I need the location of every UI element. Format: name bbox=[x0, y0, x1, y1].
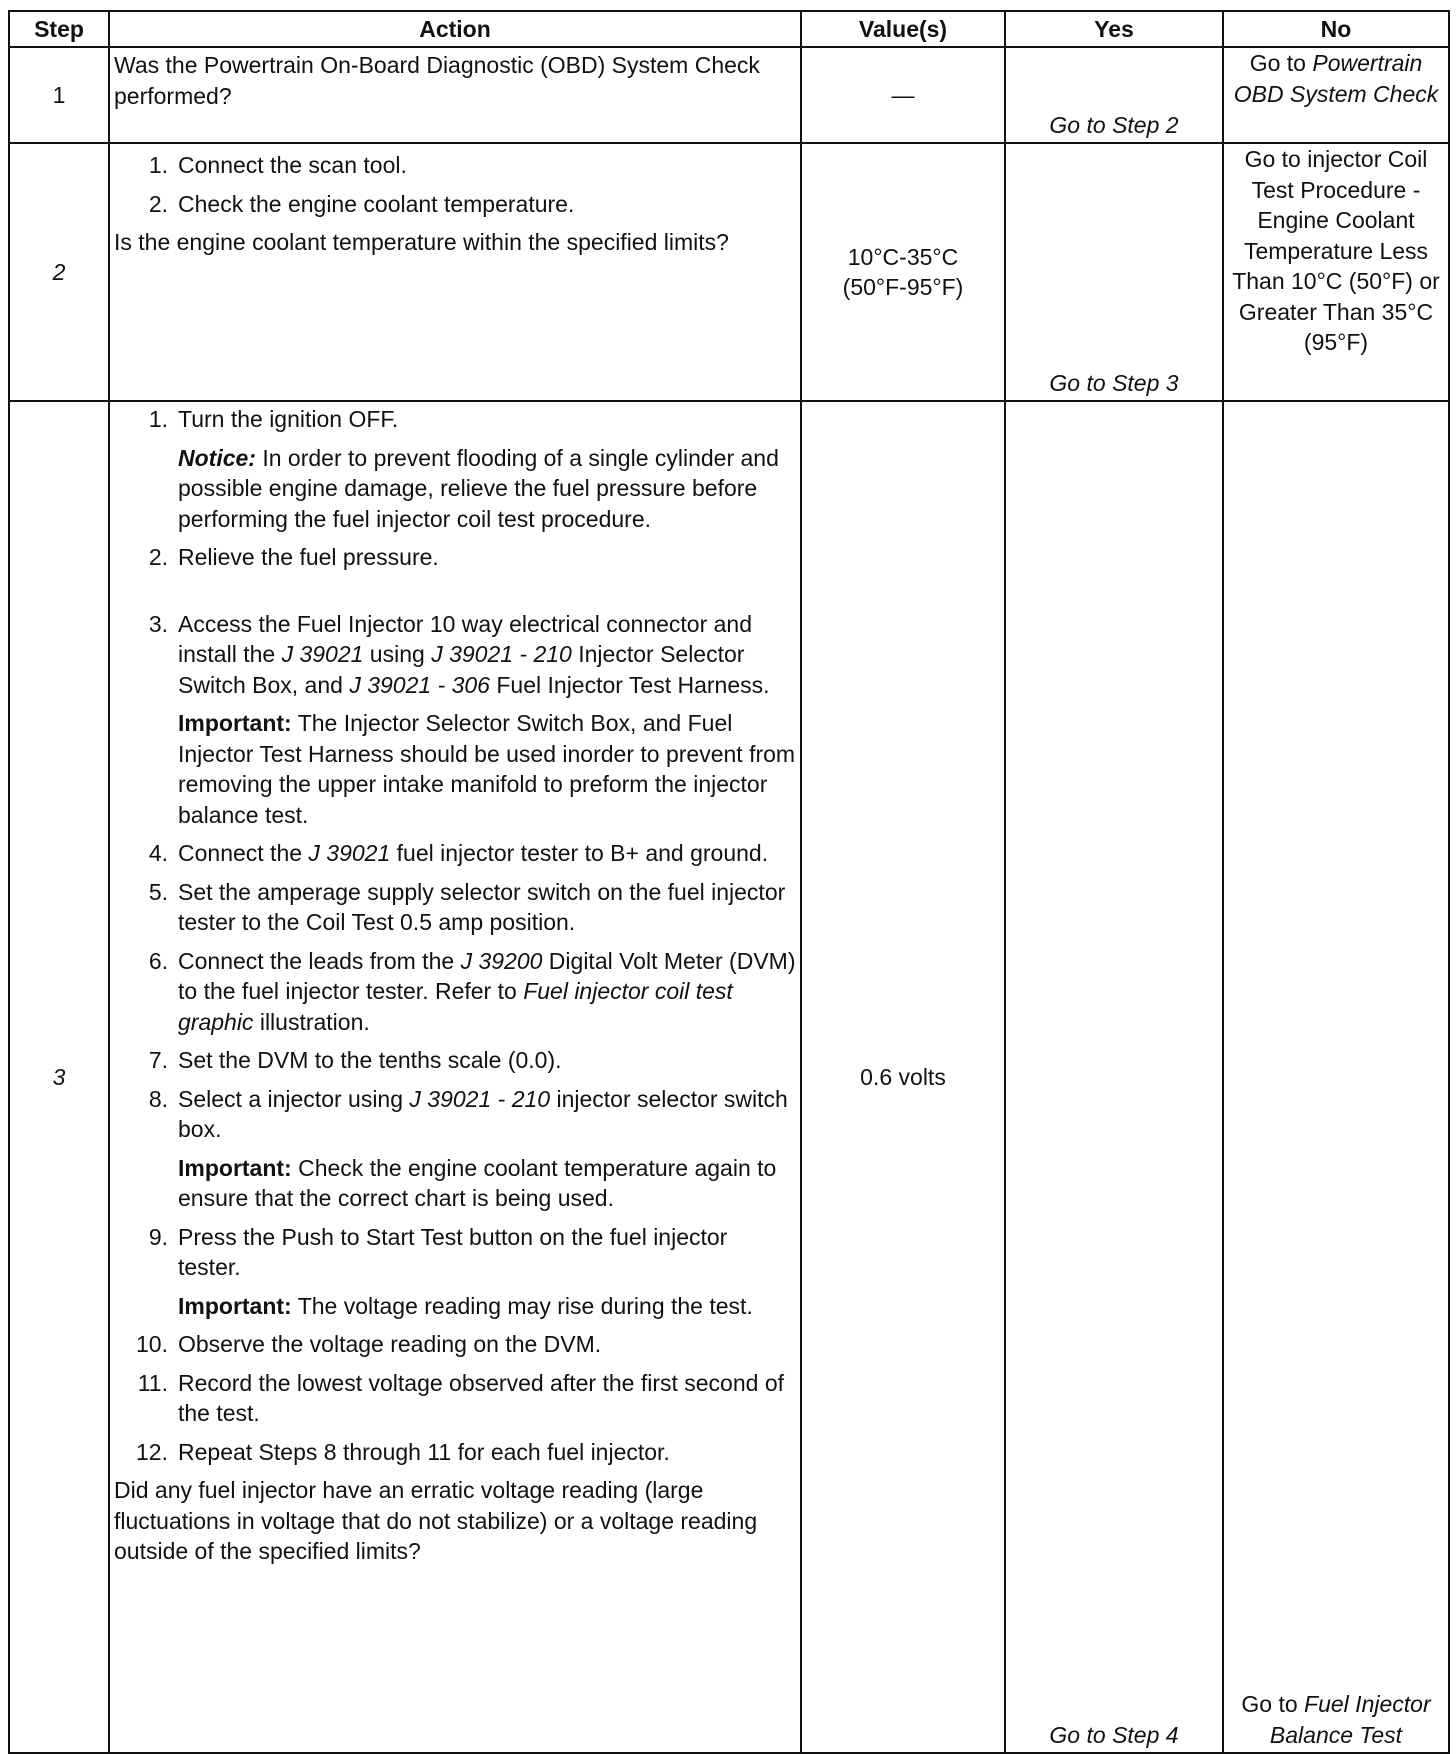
step-number: 1 bbox=[9, 47, 109, 143]
list-item bbox=[114, 1329, 796, 1360]
header-step: Step bbox=[9, 11, 109, 47]
header-action: Action bbox=[109, 11, 801, 47]
no-link: Fuel Injector Balance Test bbox=[1269, 1691, 1431, 1748]
list-item bbox=[114, 1045, 796, 1076]
important-label: Important: bbox=[178, 1292, 292, 1319]
item-number: 8. bbox=[148, 1085, 168, 1112]
no-cell bbox=[1223, 47, 1449, 143]
figure-ref: Fuel injector coil test graphic bbox=[178, 978, 733, 1035]
list-item bbox=[114, 189, 796, 220]
action-question: Was the Powertrain On-Board Diagnostic (OBD) System Check performed? bbox=[114, 52, 760, 109]
item-text: Relieve the fuel pressure. bbox=[178, 544, 439, 570]
value-cell: — bbox=[801, 47, 1005, 143]
header-yes: Yes bbox=[1005, 11, 1223, 47]
item-text: Record the lowest voltage observed after the first second of the test. bbox=[178, 1369, 784, 1426]
important-text: The voltage reading may rise during the test. bbox=[291, 1292, 753, 1319]
item-number: 4. bbox=[148, 840, 168, 866]
tool-ref: J 39021 - 210 bbox=[431, 641, 572, 667]
item-text: Repeat Steps 8 through 11 for each fuel injector. bbox=[178, 1438, 670, 1465]
item-text: Check the engine coolant temperature. bbox=[178, 190, 575, 217]
item-text: Access the Fuel Injector 10 way electrical connector and install the J 39021 using J 39021 - 210 Injector Selector Switch Box, and J 39021 - 306 Fuel Injector Test Harness. bbox=[178, 610, 770, 698]
yes-cell: Go to Step 4 bbox=[1005, 401, 1223, 1753]
item-text: Set the amperage supply selector switch on the fuel injector tester to the Coil Test 0.5 amp position. bbox=[178, 878, 786, 935]
item-number: 5. bbox=[148, 878, 168, 905]
value-line: (50°F-95°F) bbox=[842, 274, 964, 300]
item-text: Turn the ignition OFF. bbox=[178, 406, 399, 432]
header-row bbox=[9, 11, 1449, 47]
list-item bbox=[114, 150, 796, 181]
header-no: No bbox=[1223, 11, 1449, 47]
step-number: 3 bbox=[9, 401, 109, 1753]
item-number: 2. bbox=[148, 544, 168, 570]
item-number: 3. bbox=[148, 610, 168, 637]
list-item bbox=[114, 609, 796, 701]
list-item bbox=[114, 1437, 796, 1468]
notice-text: In order to prevent flooding of a single cylinder and possible engine damage, relieve the fuel pressure before performing the fuel injector coil test procedure. bbox=[178, 444, 779, 532]
no-prefix: Go to bbox=[1249, 50, 1306, 76]
value-cell bbox=[801, 143, 1005, 401]
action-cell bbox=[109, 401, 801, 1753]
table-row-step-3 bbox=[9, 401, 1449, 1753]
item-number: 1. bbox=[148, 406, 168, 432]
item-number: 2. bbox=[148, 190, 168, 217]
important-note bbox=[178, 1153, 796, 1214]
list-item bbox=[114, 542, 796, 573]
action-cell bbox=[109, 143, 801, 401]
table-row-step-2 bbox=[9, 143, 1449, 401]
list-item bbox=[114, 404, 796, 435]
list-item bbox=[114, 877, 796, 938]
no-prefix: Go to bbox=[1241, 1691, 1298, 1717]
diagnostic-table bbox=[8, 10, 1450, 1754]
item-number: 6. bbox=[148, 947, 168, 974]
item-number: 11. bbox=[137, 1369, 168, 1396]
important-label: Important: bbox=[178, 1154, 292, 1181]
notice-note bbox=[178, 443, 796, 535]
important-label: Important: bbox=[178, 710, 292, 736]
item-text: Observe the voltage reading on the DVM. bbox=[178, 1331, 602, 1357]
item-text: Set the DVM to the tenths scale (0.0). bbox=[178, 1047, 562, 1073]
item-text: Connect the scan tool. bbox=[178, 152, 407, 178]
header-values: Value(s) bbox=[801, 11, 1005, 47]
no-cell bbox=[1223, 401, 1449, 1753]
notice-label: Notice: bbox=[178, 444, 256, 471]
item-text: Connect the J 39021 fuel injector tester to B+ and ground. bbox=[178, 840, 769, 866]
no-cell: Go to injector Coil Test Procedure -Engine Coolant Temperature Less Than 10°C (50°F) or Greater Than 35°C (95°F) bbox=[1223, 143, 1449, 401]
item-number: 10. bbox=[136, 1331, 168, 1357]
yes-cell: Go to Step 2 bbox=[1005, 47, 1223, 143]
step-number: 2 bbox=[9, 143, 109, 401]
list-item bbox=[114, 946, 796, 1038]
value-cell: 0.6 volts bbox=[801, 401, 1005, 1753]
list-item bbox=[114, 1222, 796, 1283]
important-text: The Injector Selector Switch Box, and Fuel Injector Test Harness should be used inorder to prevent from removing the upper intake manifold to preform the injector balance test. bbox=[178, 710, 796, 828]
list-item bbox=[114, 1084, 796, 1145]
yes-cell: Go to Step 3 bbox=[1005, 143, 1223, 401]
item-text: Connect the leads from the J 39200 Digital Volt Meter (DVM) to the fuel injector tester. Refer to Fuel injector coil test graphic illustration. bbox=[178, 947, 796, 1035]
item-number: 7. bbox=[148, 1047, 168, 1073]
value-line: 10°C-35°C bbox=[847, 243, 959, 270]
action-cell bbox=[109, 47, 801, 143]
no-link: Powertrain OBD System Check bbox=[1233, 50, 1439, 107]
action-question: Is the engine coolant temperature within the specified limits? bbox=[114, 229, 729, 255]
item-number: 1. bbox=[148, 152, 168, 178]
table-row-step-1 bbox=[9, 47, 1449, 143]
important-text: Check the engine coolant temperature again to ensure that the correct chart is being used. bbox=[178, 1154, 777, 1211]
item-number: 9. bbox=[148, 1223, 168, 1250]
list-item bbox=[114, 1368, 796, 1429]
tool-ref: J 39021 - 306 bbox=[349, 671, 490, 698]
important-note bbox=[178, 708, 796, 830]
item-number: 12. bbox=[136, 1438, 168, 1465]
tool-ref: J 39200 bbox=[460, 947, 543, 974]
tool-ref: J 39021 bbox=[308, 840, 391, 866]
tool-ref: J 39021 - 210 bbox=[409, 1085, 551, 1112]
tool-ref: J 39021 bbox=[281, 641, 364, 667]
list-item bbox=[114, 838, 796, 869]
important-note bbox=[178, 1291, 796, 1322]
item-text: Press the Push to Start Test button on the fuel injector tester. bbox=[178, 1223, 728, 1280]
action-question: Did any fuel injector have an erratic voltage reading (large fluctuations in voltage that do not stabilize) or a voltage reading outside of the specified limits? bbox=[114, 1477, 758, 1564]
item-text: Select a injector using J 39021 - 210 injector selector switch box. bbox=[178, 1085, 788, 1142]
